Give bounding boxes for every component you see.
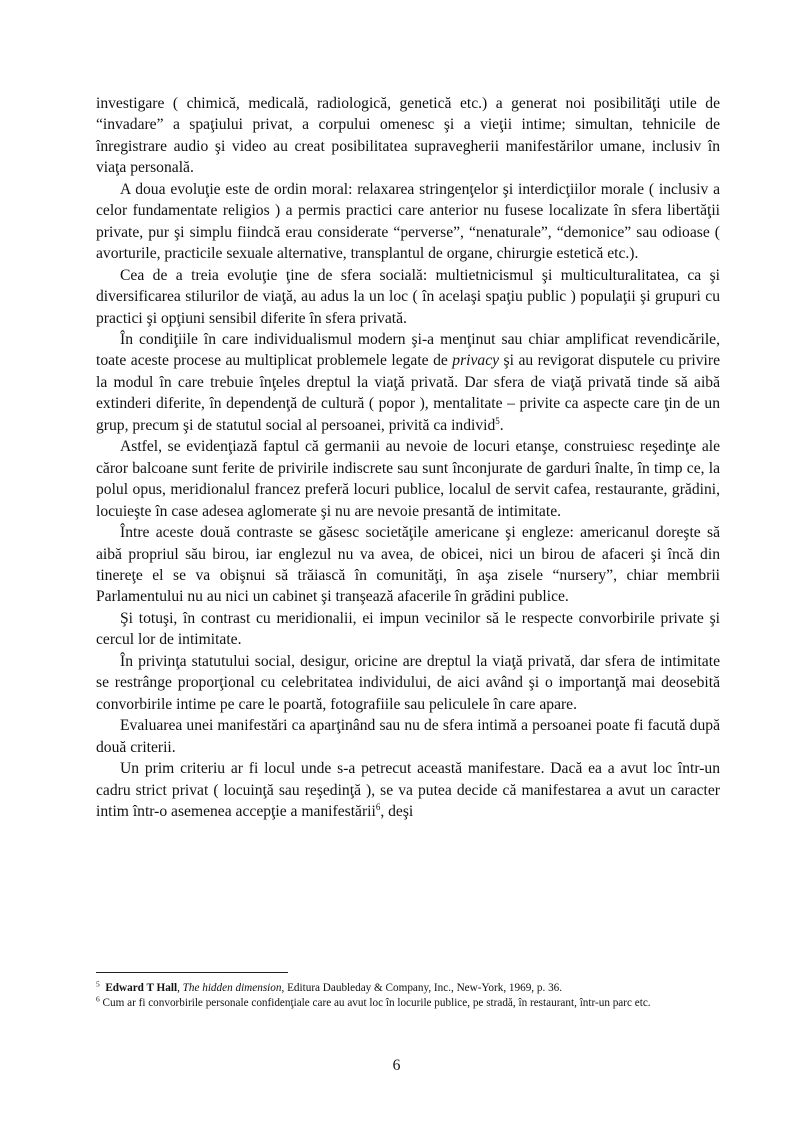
paragraph <box>96 329 720 436</box>
paragraph-text: şi au revigorat disputele cu privire la modul în care trebuie înţeles dreptul la viaţă privată. Dar sfera de viaţă privată tinde să aibă extinderi diferite, în dependenţă de cultură ( popor ), mentalitate – privite ca aspecte care ţin de un grup, precum şi de statutul social al persoanei, privită ca individ <box>96 352 720 434</box>
paragraph <box>96 758 720 822</box>
footnote-ref[interactable]: 6 <box>375 801 381 812</box>
paragraph: Astfel, se evidenţiază faptul că germanii au nevoie de locuri etanşe, construiesc reşedinţe ale căror balcoane sunt ferite de privirile indiscrete sau sunt înconjurate de garduri înalte, în timp ce, la polul opus, meridionalul francez preferă locuri publice, localul de servit cafea, restaurante, grădini, locuieşte în case adesea aglomerate şi nu are nevoie presantă de intimitate. <box>96 438 720 520</box>
paragraph: Cea de a treia evoluţie ţine de sfera socială: multietnicismul şi multiculturalitatea, ca şi diversificarea stilurilor de viaţă, au adus la un loc ( în acelaşi spaţiu public ) populaţii şi grupuri cu practici şi opţiuni sensibil diferite în sfera privată. <box>96 266 720 327</box>
footnote <box>96 981 720 996</box>
footnote-author: Edward T Hall <box>105 982 178 994</box>
paragraph-text: , deşi <box>380 802 414 820</box>
footnotes <box>96 981 720 1011</box>
paragraph: Şi totuşi, în contrast cu meridionalii, ei impun vecinilor să le respecte convorbirile private şi cercul lor de intimitate. <box>96 609 720 649</box>
footnote <box>96 996 720 1011</box>
paragraph: Între aceste două contraste se găsesc societăţile americane şi engleze: americanul doreşte să aibă propriul său birou, iar englezul nu va avea, de obicei, nici un birou de afaceri şi încă din tinereţe el se va obişnui să trăiască în comunităţi, în aşa zisele “nursery”, chiar membrii Parlamentului nu au nici un cabinet şi tranşează afacerile în grădini publice. <box>96 524 720 606</box>
paragraph-text: În condiţiile în care individualismul modern şi-a menţinut sau chiar amplificat revendicările, toate aceste procese au multiplicat problemele legate de <box>96 330 720 370</box>
page-number: 6 <box>392 1057 401 1074</box>
paragraph: În privinţa statutului social, desigur, oricine are dreptul la viaţă privată, dar sfera de intimitate se restrânge proporţional cu celebritatea individului, de aici având şi o importanţă mai deosebită convorbirile intime pe care le poartă, fotografiile sau peliculele în care apare. <box>96 652 720 713</box>
paragraph: investigare ( chimică, medicală, radiologică, genetică etc.) a generat noi posibilităţi utile de “invadare” a spaţiului privat, a corpului omenesc şi a vieţii intime; simultan, tehnicile de înregistrare audio şi video au creat posibilitatea supravegherii manifestărilor umane, inclusiv în viaţa personală. <box>96 95 720 177</box>
footnote-text: , Editura Daubleday & Company, Inc., New-York, 1969, p. 36. <box>281 982 563 994</box>
footnote-separator-text: , <box>177 982 183 994</box>
paragraph: Evaluarea unei manifestări ca aparţinând sau nu de sfera intimă a persoanei poate fi facută după două criterii. <box>96 717 720 756</box>
paragraph-text: Un prim criteriu ar fi locul unde s-a petrecut această manifestare. Dacă ea a avut loc într-un cadru strict privat ( locuinţă sau reşedinţă ), se va putea decide că manifestarea a avut un caracter intim într-o asemenea accepţie a manifestării <box>96 760 720 820</box>
footnote-number: 6 <box>96 994 100 1004</box>
footnote-ref[interactable]: 5 <box>495 415 500 426</box>
footnote-title: The hidden dimension <box>182 982 282 994</box>
body-text <box>96 93 720 822</box>
footnote-separator <box>96 972 288 973</box>
paragraph: A doua evoluţie este de ordin moral: relaxarea stringenţelor şi interdicţiilor morale ( inclusiv a celor fundamentate religios ) a permis practici care anterior nu fusese localizate în sfera libertăţii private, pur şi simplu fiindcă erau considerate “perverse”, “nenaturale”, “demonice” sau odioase ( avorturile, practicile sexuale alternative, transplantul de organe, chirurgie estetică etc.). <box>96 180 720 263</box>
footnote-number: 5 <box>96 979 100 989</box>
footnote-text: Cum ar fi convorbirile personale confidenţiale care au avut loc în locurile publice, pe stradă, în restaurant, într-un parc etc. <box>102 997 651 1009</box>
paragraph-text: . <box>499 416 504 434</box>
emphasis: privacy <box>452 352 500 370</box>
